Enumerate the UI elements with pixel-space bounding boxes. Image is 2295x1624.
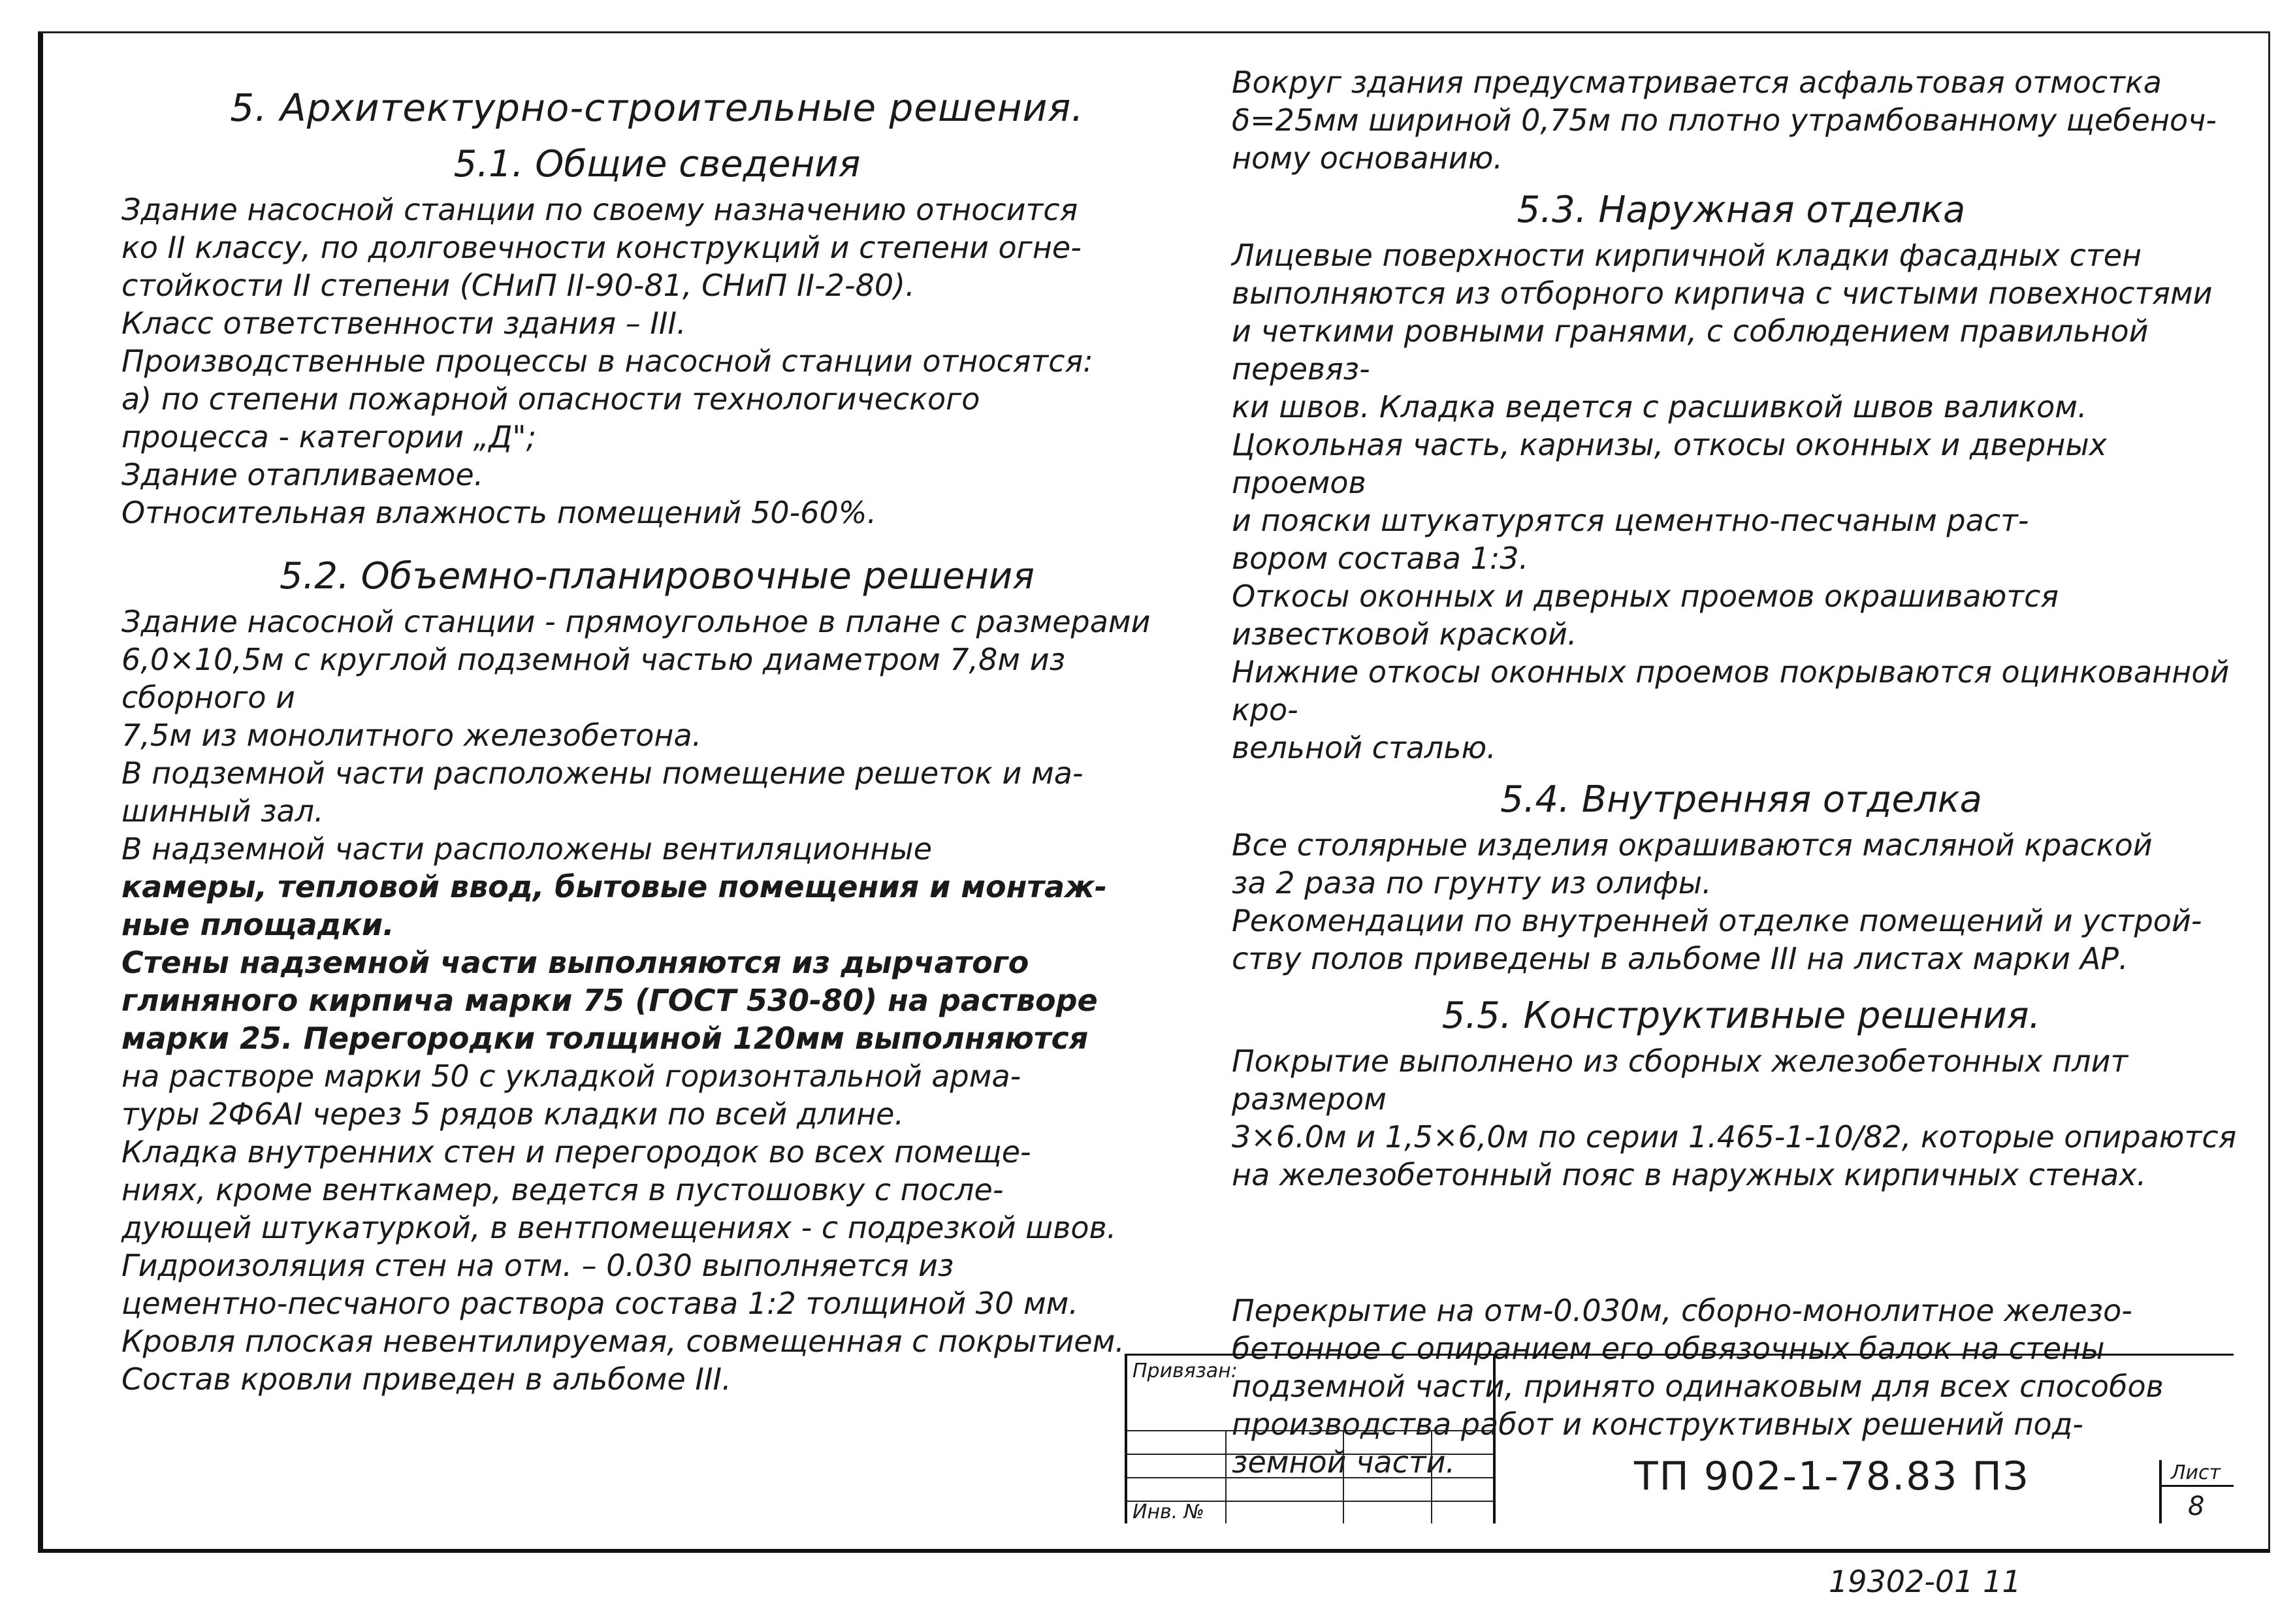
section-5-3-title: 5.3. Наружная отделка (1517, 189, 1966, 231)
document-code: ТП 902-1-78.83 ПЗ (1634, 1454, 2030, 1499)
text-line: Класс ответственности здания – III. (121, 306, 686, 341)
sheet-box (2159, 1460, 2234, 1523)
right-column (1232, 33, 2251, 1481)
title-block-grid (1125, 1356, 1496, 1523)
text-line: и четкими ровными гранями, с соблюдением правильной перевяз- (1232, 313, 2149, 387)
text-line: Здание насосной станции по своему назначению относится (121, 192, 1078, 227)
section-5-title: 5. Архитектурно-строительные решения. (230, 86, 1084, 130)
text-line: Здание отапливаемое. (121, 457, 484, 492)
text-line: Цокольная часть, карнизы, откосы оконных и дверных проемов (1232, 427, 2107, 500)
section-5-5-title: 5.5. Конструктивные решения. (1441, 995, 2041, 1037)
left-column (121, 33, 1193, 1398)
text-line: Откосы оконных и дверных проемов окрашиваются известковой краской. (1232, 579, 2059, 652)
section-5-3-text (1232, 236, 2251, 767)
text-line: δ=25мм шириной 0,75м по плотно утрамбованному щебеноч- (1232, 103, 2217, 138)
text-line: земной части. (1232, 1444, 1456, 1480)
text-line: стойкости II степени (СНиП II-90-81, СНиП II-2-80). (121, 268, 915, 303)
text-line: и пояски штукатурятся цементно-песчаным раст- (1232, 503, 2029, 538)
text-line: вельной сталью. (1232, 730, 1496, 765)
section-5-4-title: 5.4. Внутренняя отделка (1500, 778, 1982, 821)
text-line: Состав кровли приведен в альбоме III. (121, 1361, 731, 1397)
text-line: ному основанию. (1232, 140, 1503, 176)
section-5-4-text (1232, 826, 2251, 978)
archive-number: 19302-01 11 (1829, 1564, 2021, 1599)
text-line: марки 25. Перегородки толщиной 120мм выполняются (121, 1021, 1089, 1056)
section-5-2-text (121, 603, 1193, 1398)
text-line: ки швов. Кладка ведется с расшивкой швов валиком. (1232, 389, 2087, 424)
text-line: В подземной части расположены помещение решеток и ма- (121, 756, 1083, 791)
text-line: Кладка внутренних стен и перегородок во всех помеще- (121, 1134, 1031, 1170)
text-line: подземной части, принято одинаковым для всех способов (1232, 1369, 2164, 1404)
text-line: на растворе марки 50 с укладкой горизонтальной арма- (121, 1059, 1021, 1094)
text-line: Производственные процессы в насосной станции относятся: (121, 343, 1093, 379)
text-line: 6,0×10,5м с круглой подземной частью диаметром 7,8м из сборного и (121, 642, 1066, 715)
text-line: Относительная влажность помещений 50-60%. (121, 495, 877, 530)
text-line: вором состава 1:3. (1232, 541, 1529, 576)
section-5-5-text (1232, 1042, 2251, 1194)
text-line: ству полов приведены в альбоме III на листах марки АР. (1232, 941, 2128, 976)
text-line: процесса - категории „Д"; (121, 419, 537, 454)
section-5-2-title: 5.2. Объемно-планировочные решения (280, 555, 1035, 597)
sheet-number: 8 (2188, 1491, 2205, 1521)
text-line: Покрытие выполнено из сборных железобетонных плит размером (1232, 1043, 2128, 1117)
text-line: за 2 раза по грунту из олифы. (1232, 865, 1712, 900)
text-line: Перекрытие на отм-0.030м, сборно-монолитное железо- (1232, 1293, 2132, 1328)
text-line: 7,5м из монолитного железобетона. (121, 718, 702, 753)
text-line: Лицевые поверхности кирпичной кладки фасадных стен (1232, 238, 2142, 273)
text-line: 3×6.0м и 1,5×6,0м по серии 1.465-1-10/82, которые опираются (1232, 1119, 2237, 1154)
text-line: Кровля плоская невентилируемая, совмещенная с покрытием. (121, 1324, 1125, 1359)
text-line: глиняного кирпича марки 75 (ГОСТ 530-80) на растворе (121, 983, 1098, 1018)
text-line: на железобетонный пояс в наружных кирпичных стенах. (1232, 1157, 2147, 1192)
text-line: Рекомендации по внутренней отделке помещений и устрой- (1232, 903, 2202, 938)
text-line: цементно-песчаного раствора состава 1:2 толщиной 30 мм. (121, 1286, 1078, 1321)
text-line: производства работ и конструктивных решений под- (1232, 1407, 2084, 1442)
text-line: ко II классу, по долговечности конструкций и степени огне- (121, 230, 1082, 265)
privyazan-label: Привязан: (1132, 1360, 1238, 1382)
section-5-1-text (121, 191, 1193, 532)
section-5-1-title: 5.1. Общие сведения (453, 143, 861, 185)
text-line: Гидроизоляция стен на отм. – 0.030 выполняется из (121, 1248, 954, 1283)
sheet-label: Лист (2171, 1461, 2221, 1484)
text-line: Нижние откосы оконных проемов покрываются оцинкованной кро- (1232, 654, 2230, 727)
text-line: Здание насосной станции - прямоугольное в плане с размерами (121, 604, 1151, 639)
text-line: туры 2Ф6АI через 5 рядов кладки по всей длине. (121, 1096, 905, 1132)
title-block (1125, 1354, 2234, 1523)
text-line: ные площадки. (121, 907, 394, 942)
text-line: Вокруг здания предусматривается асфальтовая отмостка (1232, 65, 2162, 100)
text-line: выполняются из отборного кирпича с чистыми повехностями (1232, 276, 2213, 311)
text-line: Стены надземной части выполняются из дырчатого (121, 945, 1029, 980)
text-line: Все столярные изделия окрашиваются масляной краской (1232, 827, 2153, 863)
text-line: В надземной части расположены вентиляционные (121, 831, 932, 867)
text-line: шинный зал. (121, 793, 324, 829)
text-line: дующей штукатуркой, в вентпомещениях - с подрезкой швов. (121, 1210, 1117, 1245)
text-line: ниях, кроме венткамер, ведется в пустошовку с после- (121, 1172, 1004, 1207)
text-line: а) по степени пожарной опасности технологического (121, 381, 980, 417)
intro-text (1232, 63, 2251, 177)
drawing-sheet (38, 31, 2270, 1553)
inv-label: Инв. № (1132, 1501, 1205, 1523)
text-line: бетонное с опиранием его обвязочных балок на стены (1232, 1331, 2105, 1366)
text-line: камеры, тепловой ввод, бытовые помещения и монтаж- (121, 869, 1107, 904)
